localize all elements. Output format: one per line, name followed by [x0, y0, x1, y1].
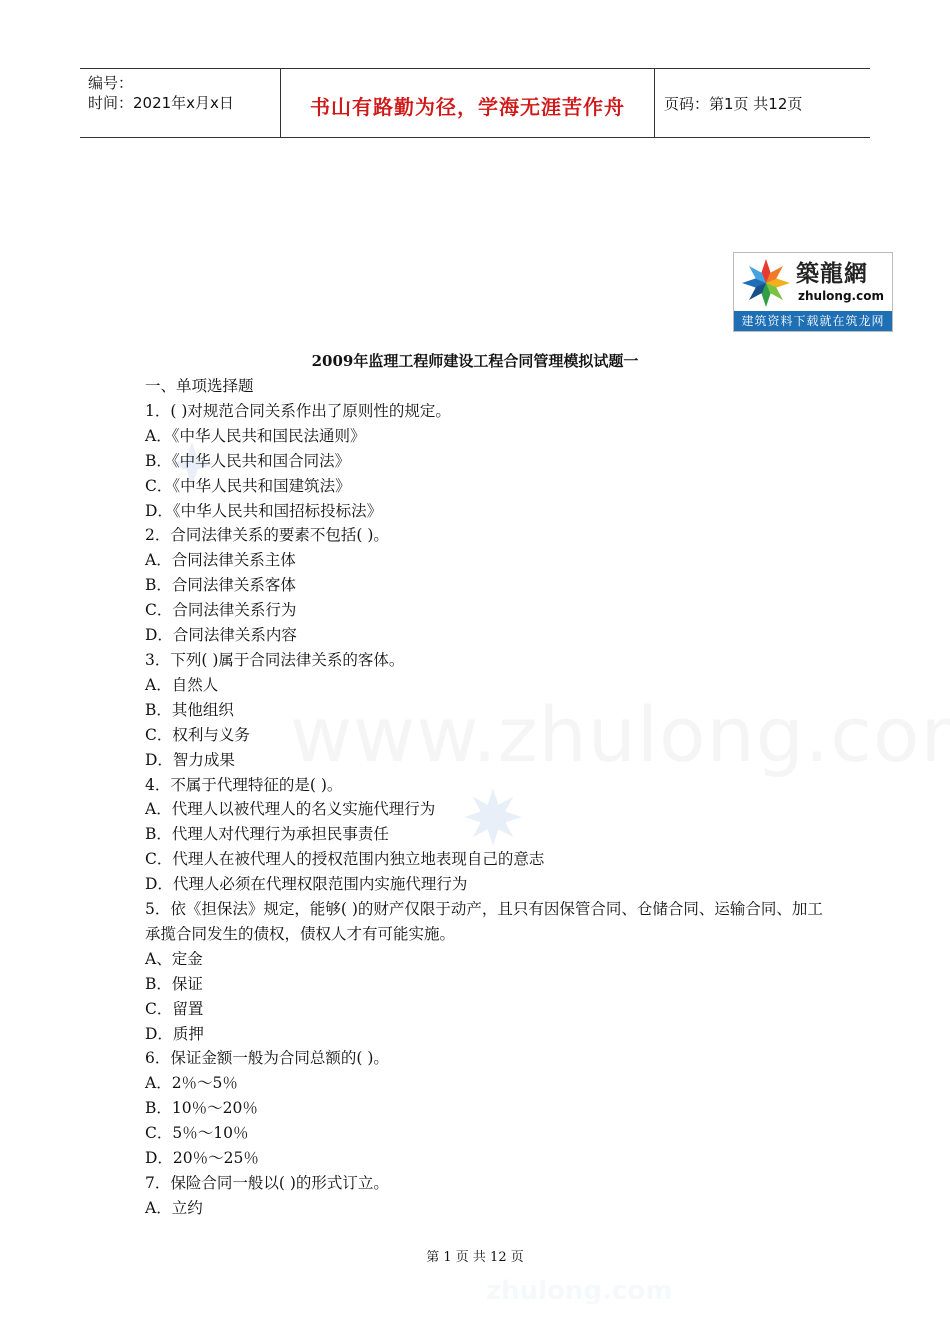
text-line: 7．保险合同一般以( )的形式订立。 [145, 1174, 389, 1192]
text-line: 一、单项选择题 [145, 377, 254, 395]
text-line: D．质押 [145, 1024, 204, 1043]
header-page-info: 页码：第1页 共12页 [664, 95, 803, 113]
text-line: A、定金 [145, 949, 203, 968]
text-line: D．智力成果 [145, 750, 235, 769]
text-line: C．权利与义务 [145, 725, 250, 744]
text-line: 3．下列( )属于合同法律关系的客体。 [145, 650, 405, 669]
text-line: C．《中华人民共和国建筑法》 [145, 476, 351, 495]
text-line: C．留置 [145, 999, 204, 1018]
header-table [80, 68, 870, 138]
watermark-bottom: zhulong.com [486, 1276, 673, 1306]
header-motto: 书山有路勤为径，学海无涯苦作舟 [310, 95, 625, 119]
text-line: A．合同法律关系主体 [145, 551, 296, 570]
text-line: D．代理人必须在代理权限范围内实施代理行为 [145, 875, 468, 894]
text-line: B．保证 [145, 974, 203, 993]
text-line: C．5％～10％ [145, 1124, 249, 1143]
text-line: D．20％～25％ [145, 1149, 259, 1168]
text-line: 4．不属于代理特征的是( )。 [145, 775, 343, 794]
text-line: A．《中华人民共和国民法通则》 [145, 426, 366, 445]
text-line: 2．合同法律关系的要素不包括( )。 [145, 526, 389, 545]
text-line: 1．( )对规范合同关系作出了原则性的规定。 [145, 401, 451, 420]
zhulong-emblem-icon [740, 257, 792, 309]
time-label: 时间：2021年x月x日 [88, 94, 234, 112]
number-label: 编号： [88, 74, 134, 92]
text-line: B．代理人对代理行为承担民事责任 [145, 825, 389, 844]
page-footer: 第 1 页 共 12 页 [426, 1250, 524, 1265]
text-line: C．合同法律关系行为 [145, 601, 297, 620]
header-divider [654, 69, 655, 137]
text-line: A．立约 [145, 1198, 203, 1217]
text-line: B．10％～20％ [145, 1099, 258, 1118]
header-meta [88, 73, 278, 113]
text-line: A．自然人 [145, 675, 219, 694]
document-body [145, 374, 825, 1221]
document-title: 2009年监理工程师建设工程合同管理模拟试题一 [311, 352, 639, 370]
text-line: D．《中华人民共和国招标投标法》 [145, 501, 383, 520]
text-line: A．2％～5％ [145, 1074, 238, 1093]
zhulong-logo [733, 252, 893, 332]
text-line: B．《中华人民共和国合同法》 [145, 451, 351, 470]
logo-domain: zhulong.com [798, 289, 884, 303]
logo-chinese-name: 築龍網 [796, 260, 868, 287]
text-line: B．其他组织 [145, 700, 234, 719]
text-line: D．合同法律关系内容 [145, 626, 297, 645]
text-line: C．代理人在被代理人的授权范围内独立地表现自己的意志 [145, 850, 545, 869]
text-line: 5．依《担保法》规定，能够( )的财产仅限于动产，且只有因保管合同、仓储合同、运输合同、加工承揽合同发生的债权，债权人才有可能实施。 [145, 900, 823, 943]
logo-tagline: 建筑资料下载就在筑龙网 [734, 311, 892, 331]
text-line: 6．保证金额一般为合同总额的( )。 [145, 1049, 389, 1068]
text-line: A．代理人以被代理人的名义实施代理行为 [145, 800, 436, 819]
text-line: B．合同法律关系客体 [145, 576, 296, 595]
